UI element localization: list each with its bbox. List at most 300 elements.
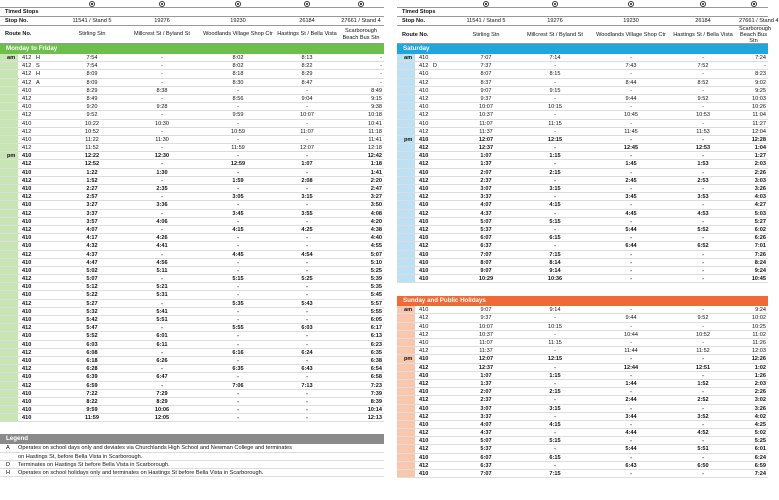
bus-station-icon [358,1,364,7]
time-cell: 3:36 [156,202,168,209]
table-row [0,152,384,160]
route-number: 412 [419,430,429,437]
time-cell: 11:22 [85,136,99,143]
stop-number: 19276 [547,18,563,24]
time-cell: - [237,87,239,94]
stop-icons-row [0,0,384,8]
time-cell: 6:11 [156,341,168,348]
route-number: 412 [22,112,32,119]
legend-item [0,444,384,452]
time-cell: 8:39 [370,398,382,405]
time-cell: - [764,63,766,70]
table-row [0,185,384,193]
time-cell: - [702,169,704,176]
time-cell: 5:03 [754,210,766,217]
route-cell [397,364,457,372]
time-cell: - [630,235,632,242]
route-cell [397,193,457,201]
time-cell: - [702,454,704,461]
weekday-panel [0,0,384,477]
route-number: 412 [22,79,32,86]
time-cell: 5:57 [370,300,382,307]
time-cell: 9:59 [232,112,244,119]
time-cell: - [702,372,704,379]
route-number: 412 [419,243,429,250]
table-row [0,275,384,283]
time-cell: - [161,128,163,135]
table-row [0,193,384,201]
table-row [397,87,768,95]
time-cell: 6:05 [370,317,382,323]
table-row [0,300,384,308]
table-row [397,380,768,388]
route-number: 410 [419,307,429,314]
time-cell: 12:59 [230,161,246,168]
table-row [397,79,768,87]
time-cell: 2:53 [697,177,709,184]
time-cell: 8:14 [549,259,561,266]
route-cell [0,177,60,185]
time-cell: 10:14 [367,407,382,414]
timed-stops-label: Timed Stops [5,9,39,15]
time-cell: 8:09 [86,71,98,78]
time-cell: - [554,430,556,437]
route-cell [397,234,457,242]
route-number: 412 [419,364,429,371]
legend-code: A [6,445,10,452]
time-cell: - [306,308,308,315]
table-row [397,226,768,234]
table-row [0,54,384,62]
time-cell: - [237,407,239,414]
table-row [397,234,768,242]
stop-number: 19276 [154,18,170,24]
time-cell: - [237,398,239,405]
time-cell: 3:53 [697,194,709,201]
time-cell: - [306,267,308,274]
time-cell: 8:24 [754,259,766,266]
table-row [0,373,384,381]
table-row [397,70,768,78]
time-cell: - [237,136,239,143]
time-cell: 7:52 [697,63,709,70]
time-cell: 10:45 [751,276,766,283]
time-cell: - [306,186,308,192]
time-cell: 7:24 [755,55,766,61]
time-cell: 5:32 [86,308,98,315]
table-row [0,283,384,291]
time-cell: 7:07 [480,251,492,258]
time-cell: 3:52 [697,413,709,420]
route-cell [0,251,60,259]
time-cell: 6:35 [232,366,244,373]
time-cell: 9:25 [755,87,766,94]
time-cell: - [306,284,308,291]
time-cell: - [306,341,308,348]
legend-item [0,453,384,461]
time-cell: 7:22 [86,390,98,397]
route-number: 412 [419,462,429,469]
time-cell: 9:37 [480,315,492,322]
route-cell [0,349,60,357]
time-cell: 1:59 [232,177,244,184]
time-cell: 3:15 [301,194,313,201]
route-cell [397,136,457,144]
table-row [0,406,384,414]
route-cell [0,95,60,103]
time-cell: - [630,454,632,461]
time-cell: 4:06 [156,218,168,225]
time-cell: - [702,323,704,330]
time-cell: 5:37 [480,226,492,233]
route-cell [0,283,60,291]
time-cell: 5:02 [754,430,766,437]
time-cell: 10:44 [624,331,638,338]
time-cell: 6:59 [86,382,98,389]
time-cell: 1:37 [480,161,492,168]
time-cell: - [630,202,632,209]
time-cell: 8:47 [301,79,313,86]
route-cell [0,406,60,414]
route-number: 412 [22,194,32,201]
table-row [0,177,384,185]
time-cell: - [306,218,308,225]
time-cell: 9:15 [549,87,561,94]
time-cell: 1:53 [697,161,709,168]
time-cell: 5:25 [754,438,766,445]
stop-name: Hastings St / Bella Vista [673,32,733,39]
time-cell: 3:50 [370,202,382,209]
time-cell: - [306,120,308,127]
route-cell [397,218,457,226]
route-number: 412 [22,145,32,152]
route-cell [397,306,457,314]
time-cell: 8:15 [549,71,561,78]
time-cell: - [702,267,704,274]
time-cell: - [237,374,239,381]
time-cell: 11:52 [85,145,99,152]
time-cell: 8:22 [301,63,313,70]
time-cell: 4:15 [549,202,561,209]
time-cell: 10:52 [85,128,99,135]
time-cell: 10:59 [231,128,245,135]
time-cell: 2:52 [697,397,709,404]
route-number: 412 [419,177,429,184]
time-cell: 3:26 [754,186,766,192]
time-cell: 2:07 [480,389,492,396]
time-cell: 6:16 [232,349,244,356]
timed-stop-marker [60,8,124,17]
time-cell: 7:07 [480,471,492,477]
table-row [397,405,768,413]
time-cell: 1:07 [301,161,313,168]
route-number: 410 [22,374,32,381]
time-cell: 8:29 [86,87,98,94]
time-cell: - [702,438,704,445]
table-row [0,128,384,136]
time-cell: 3:03 [754,177,766,184]
route-number: 412 [22,300,32,307]
route-cell [0,382,60,390]
time-cell: - [237,292,239,299]
time-cell: 1:04 [754,145,766,152]
table-row [0,136,384,144]
time-cell: - [554,145,556,152]
time-cell: - [161,210,163,217]
route-cell [397,429,457,437]
time-cell: 6:08 [86,349,98,356]
route-cell [397,421,457,429]
time-cell: 7:26 [754,251,766,258]
route-cell [397,201,457,209]
route-number: 412 [22,382,32,389]
time-cell: 6:03 [301,325,313,332]
time-cell: 2:27 [86,186,98,192]
time-cell: 5:10 [370,259,382,266]
route-number: 412 [419,380,429,387]
time-cell: 7:07 [480,55,492,61]
am-pm-marker: am [404,55,413,61]
route-cell [0,267,60,275]
time-cell: 5:51 [697,446,709,453]
time-cell: 4:37 [480,210,492,217]
time-cell: 12:44 [623,364,639,371]
route-cell [0,169,60,177]
am-pm-marker: pm [404,356,413,363]
table-row [0,332,384,340]
route-cell [397,70,457,78]
time-cell: 4:25 [301,226,313,233]
route-number: 412 [419,128,429,135]
time-cell: 5:52 [697,226,709,233]
time-cell: 10:02 [752,315,766,322]
bus-stop-icon [552,1,558,7]
time-cell: - [237,235,239,242]
sunday-banner: Sunday and Public Holidays [397,296,768,306]
time-cell: 10:30 [155,120,169,127]
time-cell: 6:37 [480,243,492,250]
time-cell: - [161,226,163,233]
time-cell: 10:06 [154,407,170,414]
time-cell: 2:35 [156,186,168,192]
table-row [0,120,384,128]
table-row [0,390,384,398]
time-cell: - [630,471,632,477]
time-cell: 12:13 [367,415,382,422]
table-row [397,120,768,128]
time-cell: - [630,356,632,363]
time-cell: 9:15 [371,95,382,102]
time-cell: 12:30 [154,153,170,160]
time-cell: 3:37 [86,210,98,217]
route-cell [0,128,60,136]
time-cell: 6:35 [370,349,382,356]
route-cell [0,103,60,111]
table-row [0,111,384,119]
route-cell [0,300,60,308]
time-cell: 7:06 [232,382,244,389]
time-cell: 12:53 [695,145,711,152]
table-row [0,259,384,267]
time-cell: 3:37 [480,413,492,420]
time-cell: - [630,218,632,225]
time-cell: 3:55 [301,210,313,217]
time-cell: 11:18 [368,128,382,135]
table-row [0,382,384,390]
table-row [397,364,768,372]
table-row [397,454,768,462]
route-cell [0,185,60,193]
time-cell: - [630,307,632,314]
table-row [397,144,768,152]
service-code: H [36,71,41,78]
time-cell: - [702,471,704,477]
table-row [397,160,768,168]
am-pm-marker: pm [404,136,413,143]
time-cell: - [554,210,556,217]
time-cell: - [237,202,239,209]
time-cell: 4:40 [370,235,382,242]
time-cell: 9:14 [549,307,561,314]
table-row [0,414,384,422]
table-row [397,152,768,160]
time-cell: - [306,415,308,422]
route-number: 410 [419,71,429,78]
route-number: 410 [22,136,32,143]
table-row [397,306,768,314]
route-cell [397,185,457,193]
time-cell: - [306,87,308,94]
time-cell: - [161,145,163,152]
timed-stop-marker [124,8,200,17]
route-cell [0,242,60,250]
table-row [0,234,384,242]
route-cell [397,152,457,160]
time-cell: - [554,380,556,387]
time-cell: 4:07 [480,202,492,209]
route-number: 410 [22,308,32,315]
time-cell: 8:23 [755,71,766,78]
route-number: 410 [22,333,32,340]
table-row [397,54,768,62]
table-row [397,462,768,470]
time-cell: 9:02 [755,79,766,86]
time-cell: 12:07 [478,136,494,143]
stop-no-row [0,17,384,26]
table-row [397,259,768,267]
route-cell [397,95,457,103]
time-cell: 5:22 [86,292,98,299]
route-number: 410 [22,407,32,414]
time-cell: - [630,389,632,396]
legend-code: D [6,461,11,468]
time-cell: - [554,112,556,119]
timed-stop-marker [457,8,515,17]
route-cell [0,54,60,62]
route-cell [397,210,457,218]
time-cell: 9:04 [301,95,313,102]
time-cell: 12:37 [478,364,494,371]
bus-station-icon [751,1,757,7]
time-cell: 9:38 [371,104,382,111]
table-row [397,128,768,136]
time-cell: - [306,292,308,299]
time-cell: - [702,71,704,78]
table-row [397,470,768,478]
time-cell: 6:07 [480,454,492,461]
time-cell: 11:59 [85,415,99,422]
route-number: 410 [22,259,32,266]
time-cell: - [630,340,632,346]
route-number: 412 [22,366,32,373]
time-cell: 8:30 [232,79,244,86]
table-row [0,398,384,406]
table-row [397,193,768,201]
route-number: 410 [419,251,429,258]
table-row [397,323,768,331]
table-row [397,445,768,453]
time-cell: - [630,136,632,143]
time-cell: 8:49 [371,87,382,94]
time-cell: 3:44 [625,413,637,420]
table-row [0,160,384,168]
route-cell [397,251,457,259]
time-cell: - [161,300,163,307]
route-number: 412 [22,177,32,184]
route-number: 410 [22,120,32,127]
route-number: 410 [419,372,429,379]
time-cell: - [380,79,382,86]
route-number: 410 [419,438,429,445]
time-cell: 1:52 [697,380,709,387]
route-number: 412 [419,194,429,201]
route-number: 412 [419,413,429,420]
time-cell: 4:20 [370,218,382,225]
route-cell [397,380,457,388]
route-number: 412 [419,331,429,338]
time-cell: 11:37 [479,348,493,355]
route-cell [397,470,457,478]
time-cell: - [554,63,556,70]
time-cell: 8:49 [86,95,98,102]
time-cell: - [702,218,704,225]
time-cell: - [554,128,556,135]
time-cell: 11:53 [696,128,710,135]
time-cell: - [702,356,704,363]
time-cell: 2:45 [625,177,637,184]
time-cell: - [630,169,632,176]
time-cell: 7:24 [754,471,766,477]
timed-stop-marker [667,8,739,17]
time-cell: 6:07 [480,235,492,242]
time-cell: - [161,276,163,283]
table-row [0,291,384,299]
service-code: S [36,63,40,70]
route-number: 410 [419,340,429,346]
time-cell: 11:02 [752,331,766,338]
route-cell [397,259,457,267]
table-row [397,210,768,218]
route-number: 410 [22,357,32,364]
route-cell [397,267,457,275]
table-row [0,144,384,152]
stop-no-row [397,17,779,26]
route-number: 412 [22,63,32,70]
route-number: 410 [419,186,429,192]
time-cell: 9:24 [755,307,766,314]
time-cell: - [554,462,556,469]
time-cell: 5:25 [301,276,313,283]
